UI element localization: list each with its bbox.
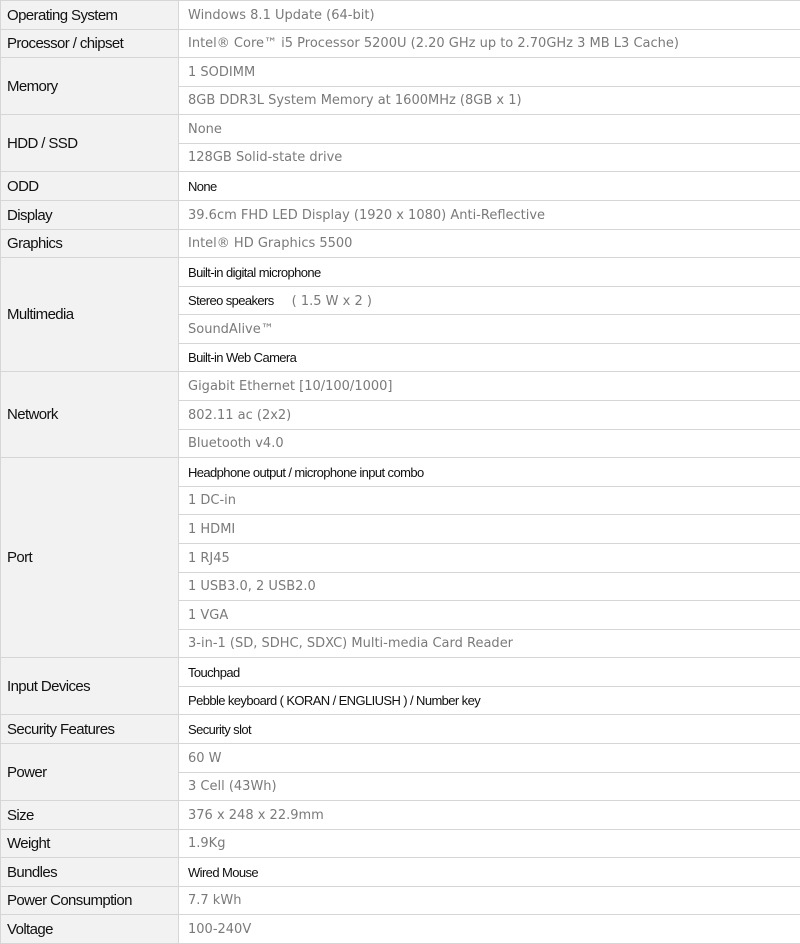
spec-value-text: 128GB Solid-state drive bbox=[188, 150, 342, 165]
spec-value bbox=[179, 401, 800, 430]
spec-value-text: 376 x 248 x 22.9mm bbox=[188, 808, 324, 823]
spec-label: ODD bbox=[1, 172, 179, 201]
spec-label: Size bbox=[1, 801, 179, 830]
spec-value-text: Stereo speakers bbox=[188, 293, 274, 308]
spec-value-text: 60 W bbox=[188, 751, 222, 766]
spec-value bbox=[179, 172, 800, 201]
spec-value bbox=[179, 773, 800, 801]
spec-row bbox=[1, 1, 800, 30]
spec-value bbox=[179, 744, 800, 773]
spec-row bbox=[1, 258, 800, 287]
spec-value bbox=[179, 487, 800, 515]
spec-label: Security Features bbox=[1, 715, 179, 744]
spec-value bbox=[179, 601, 800, 630]
spec-value-text: None bbox=[188, 122, 222, 137]
spec-value-text: Touchpad bbox=[188, 665, 240, 680]
spec-value-text: 1 DC-in bbox=[188, 493, 236, 508]
spec-value-text: Gigabit Ethernet [10/100/1000] bbox=[188, 379, 392, 394]
spec-label: Memory bbox=[1, 58, 179, 115]
spec-label: Power Consumption bbox=[1, 887, 179, 915]
spec-row bbox=[1, 915, 800, 944]
spec-value bbox=[179, 258, 800, 287]
spec-value bbox=[179, 715, 800, 744]
spec-label: Bundles bbox=[1, 858, 179, 887]
spec-value bbox=[179, 144, 800, 172]
spec-row bbox=[1, 887, 800, 915]
spec-value-text: Built-in digital microphone bbox=[188, 265, 321, 280]
spec-value bbox=[179, 115, 800, 144]
spec-row bbox=[1, 658, 800, 687]
spec-value-text: Intel® HD Graphics 5500 bbox=[188, 236, 352, 251]
spec-row bbox=[1, 744, 800, 773]
spec-label: Port bbox=[1, 458, 179, 658]
spec-label: Graphics bbox=[1, 230, 179, 258]
spec-value bbox=[179, 230, 800, 258]
spec-label: Processor / chipset bbox=[1, 30, 179, 58]
spec-value-text: Headphone output / microphone input combo bbox=[188, 465, 424, 480]
spec-value-text: Intel® Core™ i5 Processor 5200U (2.20 GHz up to 2.70GHz 3 MB L3 Cache) bbox=[188, 36, 679, 51]
spec-value bbox=[179, 458, 800, 487]
spec-value bbox=[179, 887, 800, 915]
spec-label: Multimedia bbox=[1, 258, 179, 372]
spec-value bbox=[179, 801, 800, 830]
spec-row bbox=[1, 715, 800, 744]
spec-value-text: Bluetooth v4.0 bbox=[188, 436, 284, 451]
spec-label: Operating System bbox=[1, 1, 179, 30]
spec-value bbox=[179, 30, 800, 58]
spec-value-text: Pebble keyboard ( KORAN / ENGLIUSH ) / Number key bbox=[188, 693, 480, 708]
spec-value-text: 100-240V bbox=[188, 922, 251, 937]
spec-row bbox=[1, 58, 800, 87]
spec-row bbox=[1, 172, 800, 201]
spec-value-text: 7.7 kWh bbox=[188, 893, 241, 908]
spec-value-text: Windows 8.1 Update (64-bit) bbox=[188, 8, 375, 23]
spec-value-text: 1 HDMI bbox=[188, 522, 235, 537]
spec-row bbox=[1, 458, 800, 487]
spec-value-text: 39.6cm FHD LED Display (1920 x 1080) Anti-Reflective bbox=[188, 208, 545, 223]
spec-value bbox=[179, 344, 800, 372]
spec-value bbox=[179, 430, 800, 458]
spec-row bbox=[1, 115, 800, 144]
spec-value-text: 3-in-1 (SD, SDHC, SDXC) Multi-media Card Reader bbox=[188, 636, 513, 651]
spec-value-text: Built-in Web Camera bbox=[188, 350, 296, 365]
spec-label: Power bbox=[1, 744, 179, 801]
spec-value-text: Wired Mouse bbox=[188, 865, 258, 880]
spec-label: Display bbox=[1, 201, 179, 230]
spec-value bbox=[179, 372, 800, 401]
spec-value-text: 802.11 ac (2x2) bbox=[188, 408, 291, 423]
spec-label: Weight bbox=[1, 830, 179, 858]
spec-value bbox=[179, 315, 800, 344]
spec-row bbox=[1, 830, 800, 858]
spec-row bbox=[1, 230, 800, 258]
spec-row bbox=[1, 858, 800, 887]
spec-value bbox=[179, 915, 800, 944]
spec-value-text: Security slot bbox=[188, 722, 251, 737]
spec-value bbox=[179, 287, 800, 315]
spec-value-text: SoundAlive™ bbox=[188, 322, 274, 337]
spec-label: HDD / SSD bbox=[1, 115, 179, 172]
spec-value bbox=[179, 658, 800, 687]
spec-value bbox=[179, 630, 800, 658]
spec-row bbox=[1, 801, 800, 830]
spec-value bbox=[179, 201, 800, 230]
spec-value bbox=[179, 573, 800, 601]
spec-value-text: None bbox=[188, 179, 217, 194]
spec-value-text: 1 USB3.0, 2 USB2.0 bbox=[188, 579, 316, 594]
spec-value bbox=[179, 87, 800, 115]
spec-value-text: 8GB DDR3L System Memory at 1600MHz (8GB x 1) bbox=[188, 93, 522, 108]
spec-value bbox=[179, 687, 800, 715]
spec-row bbox=[1, 201, 800, 230]
spec-value bbox=[179, 58, 800, 87]
spec-row bbox=[1, 372, 800, 401]
spec-label: Voltage bbox=[1, 915, 179, 944]
spec-value-text: 1 SODIMM bbox=[188, 65, 255, 80]
spec-value bbox=[179, 830, 800, 858]
spec-value bbox=[179, 1, 800, 30]
spec-label: Input Devices bbox=[1, 658, 179, 715]
spec-value-extra: ( 1.5 W x 2 ) bbox=[292, 294, 372, 309]
spec-value bbox=[179, 544, 800, 573]
spec-row bbox=[1, 30, 800, 58]
spec-value-text: 1 RJ45 bbox=[188, 551, 230, 566]
spec-value-text: 1 VGA bbox=[188, 608, 228, 623]
spec-value bbox=[179, 515, 800, 544]
spec-label: Network bbox=[1, 372, 179, 458]
spec-value-text: 1.9Kg bbox=[188, 836, 225, 851]
spec-value bbox=[179, 858, 800, 887]
spec-table-body bbox=[1, 1, 800, 944]
spec-value-text: 3 Cell (43Wh) bbox=[188, 779, 277, 794]
